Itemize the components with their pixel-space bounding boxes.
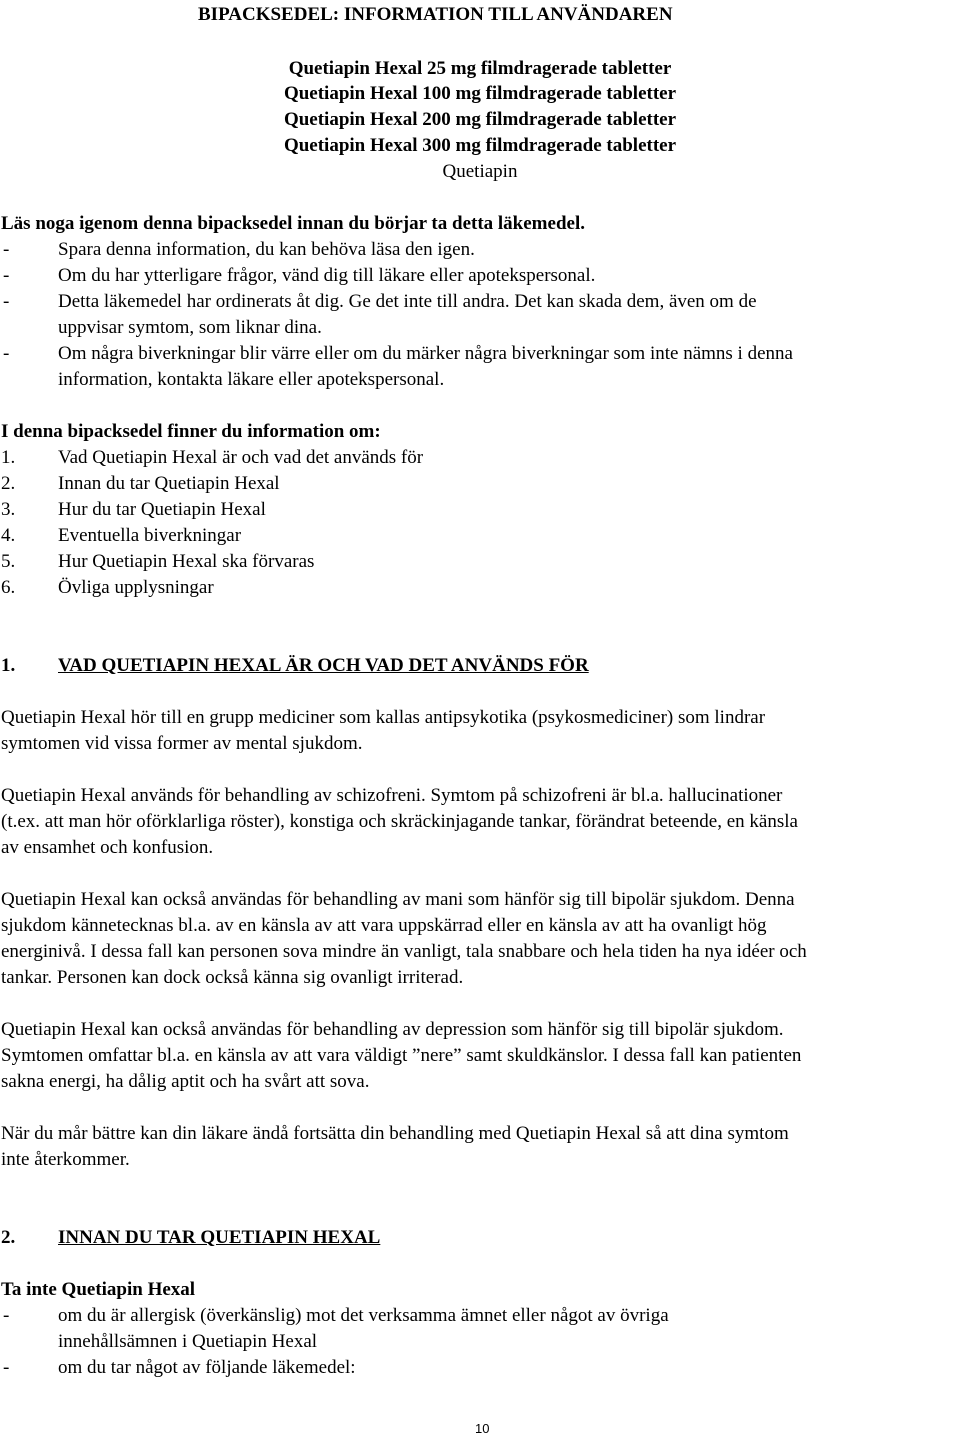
section-2-bullet-2: om du tar något av följande läkemedel:	[58, 1357, 356, 1378]
bullet-dash: -	[3, 265, 10, 286]
bullet-dash: -	[3, 239, 10, 260]
toc-item-6: Övliga upplysningar	[58, 577, 214, 598]
section-1-para-4-line-2: Symtomen omfattar bl.a. en känsla av att vara väldigt ”nere” samt skuldkänslor. I dessa fall kan patienten	[1, 1045, 802, 1066]
bullet-dash: -	[3, 291, 10, 312]
bullet-dash: -	[3, 1305, 10, 1326]
intro-bullet-1: Spara denna information, du kan behöva läsa den igen.	[58, 239, 475, 260]
section-1-para-3-line-2: sjukdom kännetecknas bl.a. av en känsla av att vara uppskärrad eller en känsla av att ha ovanligt hög	[1, 915, 767, 936]
toc-item-4: Eventuella biverkningar	[58, 525, 242, 546]
section-1-para-3-line-4: tankar. Personen kan dock också känna sig ovanligt irriterad.	[1, 967, 464, 988]
product-name-200mg: Quetiapin Hexal 200 mg filmdragerade tabletter	[283, 109, 677, 130]
toc-item-number: 5.	[1, 551, 16, 572]
section-1-para-4-line-3: sakna energi, ha dålig aptit och ha svårt att sova.	[1, 1071, 370, 1092]
document-title: BIPACKSEDEL: INFORMATION TILL ANVÄNDAREN	[198, 4, 673, 25]
section-2-number: 2.	[1, 1227, 16, 1248]
section-2-title: INNAN DU TAR QUETIAPIN HEXAL	[58, 1227, 381, 1248]
section-1-para-5-line-1: När du mår bättre kan din läkare ändå fortsätta din behandling med Quetiapin Hexal så att dina symtom	[1, 1123, 789, 1144]
section-2-bullet-1-line-2: innehållsämnen i Quetiapin Hexal	[58, 1331, 318, 1352]
product-name-300mg: Quetiapin Hexal 300 mg filmdragerade tabletter	[283, 135, 677, 156]
section-2-subheading: Ta inte Quetiapin Hexal	[1, 1279, 196, 1300]
section-1-para-2-line-1: Quetiapin Hexal används för behandling av schizofreni. Symtom på schizofreni är bl.a. hallucinationer	[1, 785, 783, 806]
product-name-100mg: Quetiapin Hexal 100 mg filmdragerade tabletter	[283, 83, 677, 104]
section-1-para-3-line-3: energinivå. I dessa fall kan personen sova mindre än vanligt, tala snabbare och hela tiden ha nya idéer och	[1, 941, 807, 962]
intro-heading: Läs noga igenom denna bipacksedel innan du börjar ta detta läkemedel.	[1, 213, 585, 234]
section-1-number: 1.	[1, 655, 16, 676]
section-1-title: VAD QUETIAPIN HEXAL ÄR OCH VAD DET ANVÄNDS FÖR	[58, 655, 589, 676]
intro-bullet-3-line-1: Detta läkemedel har ordinerats åt dig. Ge det inte till andra. Det kan skada dem, även om de	[58, 291, 757, 312]
intro-bullet-3-line-2: uppvisar symtom, som liknar dina.	[58, 317, 322, 338]
toc-heading: I denna bipacksedel finner du information om:	[1, 421, 381, 442]
intro-bullet-4-line-2: information, kontakta läkare eller apotekspersonal.	[58, 369, 445, 390]
section-1-para-5-line-2: inte återkommer.	[1, 1149, 130, 1170]
active-substance: Quetiapin	[442, 161, 518, 182]
toc-item-number: 4.	[1, 525, 16, 546]
toc-item-3: Hur du tar Quetiapin Hexal	[58, 499, 266, 520]
section-1-para-2-line-2: (t.ex. att man hör oförklarliga röster), konstiga och skräckinjagande tankar, förändrat beteende, en känsla	[1, 811, 798, 832]
section-1-para-4-line-1: Quetiapin Hexal kan också användas för behandling av depression som hänför sig till bipolär sjukdom.	[1, 1019, 784, 1040]
page-number: 10	[475, 1421, 490, 1436]
toc-item-number: 2.	[1, 473, 16, 494]
bullet-dash: -	[3, 1357, 10, 1378]
toc-item-number: 6.	[1, 577, 16, 598]
toc-item-5: Hur Quetiapin Hexal ska förvaras	[58, 551, 315, 572]
toc-item-1: Vad Quetiapin Hexal är och vad det används för	[58, 447, 424, 468]
intro-bullet-4-line-1: Om några biverkningar blir värre eller om du märker några biverkningar som inte nämns i denna	[58, 343, 793, 364]
toc-item-number: 1.	[1, 447, 16, 468]
section-1-para-1-line-1: Quetiapin Hexal hör till en grupp mediciner som kallas antipsykotika (psykosmediciner) som lindrar	[1, 707, 766, 728]
section-1-para-3-line-1: Quetiapin Hexal kan också användas för behandling av mani som hänför sig till bipolär sjukdom. Denna	[1, 889, 795, 910]
section-1-para-2-line-3: av ensamhet och konfusion.	[1, 837, 214, 858]
toc-item-2: Innan du tar Quetiapin Hexal	[58, 473, 280, 494]
section-2-bullet-1-line-1: om du är allergisk (överkänslig) mot det verksamma ämnet eller något av övriga	[58, 1305, 669, 1326]
intro-bullet-2: Om du har ytterligare frågor, vänd dig till läkare eller apotekspersonal.	[58, 265, 596, 286]
toc-item-number: 3.	[1, 499, 16, 520]
bullet-dash: -	[3, 343, 10, 364]
section-1-para-1-line-2: symtomen vid vissa former av mental sjukdom.	[1, 733, 363, 754]
product-name-25mg: Quetiapin Hexal 25 mg filmdragerade tabletter	[288, 58, 672, 79]
